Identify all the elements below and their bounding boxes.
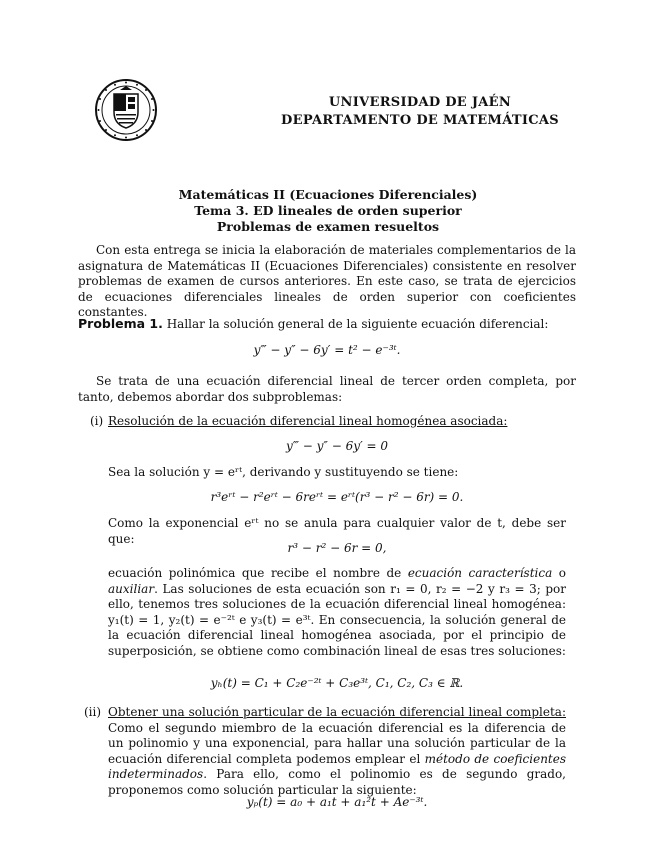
analysis-paragraph: Se trata de una ecuación diferencial lineal de tercer orden completa, por tanto, debemos abordar dos subproblemas: [78,374,576,404]
part-ii-label: (ii) [84,705,102,719]
university-seal-icon [94,78,158,142]
problem-label: Problema 1. [78,316,163,331]
characteristic-equation: r³ − r² − 6r = 0, [287,541,387,555]
part-i-text-3 [108,566,566,659]
text3-c: . Las soluciones de esta ecuación son r₁ = 0, r₂ = −2 y r₃ = 3; por ello, tenemos tres soluciones de la ecuación diferencial lineal homogénea: y₁(t) = 1, y₂(t) = e⁻²ᵗ e y₃(t) = e³ᵗ. En consecuencia, la solución general de la ecuación diferencial lineal homogénea asociada, por el principio de superposición, se obtiene como combinación lineal de esas tres soluciones: [108,581,566,658]
auxiliary-term: auxiliar [108,581,155,596]
university-name: UNIVERSIDAD DE JAÉN [328,95,512,110]
method-term: método de coeficientes indeterminados [108,751,566,781]
problem-text: Hallar la solución general de la siguiente ecuación diferencial: [166,317,549,331]
problem-equation: y‴ − y″ − 6y′ = t² − e⁻³ᵗ. [253,343,401,357]
part-ii-heading-text: Obtener una solución particular de la ecuación diferencial lineal completa: [108,705,566,719]
part-ii-text-a: Como el segundo miembro de la ecuación diferencial es la diferencia de un polinomio y una exponencial, para hallar una solución particular de la ecuación diferencial completa podemos emplear el [108,720,566,766]
part-i-text-2: Como la exponencial eʳᵗ no se anula para cualquier valor de t, debe ser que: [108,516,566,546]
part-i-label: (i) [90,414,104,428]
particular-solution-equation: yₚ(t) = a₀ + a₁t + a₁²t + Ae⁻³ᵗ. [246,795,428,809]
department-name: DEPARTAMENTO DE MATEMÁTICAS [281,113,559,128]
part-i-heading-text: Resolución de la ecuación diferencial lineal homogénea asociada: [108,414,508,428]
text3-b: o [552,566,567,580]
course-title: Matemáticas II (Ecuaciones Diferenciales) [178,187,478,202]
characteristic-term: ecuación característica [407,566,553,580]
part-ii-text-b: . Para ello, como el polinomio es de segundo grado, proponemos como solución particular la siguiente: [108,767,566,797]
part-ii-text [108,705,566,798]
homogeneous-equation: y‴ − y″ − 6y′ = 0 [285,439,389,453]
intro-paragraph: Con esta entrega se inicia la elaboración de materiales complementarios de la asignatura de Matemáticas II (Ecuaciones Diferenciales) consistente en resolver problemas de examen de cursos anteriores. En este caso, se trata de ejercicios de ecuaciones diferenciales lineales de orden superior con coeficientes constantes. [78,243,576,319]
substitution-equation: r³eʳᵗ − r²eʳᵗ − 6reʳᵗ = eʳᵗ(r³ − r² − 6r) = 0. [210,490,464,504]
document-subtitle: Problemas de examen resueltos [216,219,440,234]
general-solution-equation: yₕ(t) = C₁ + C₂e⁻²ᵗ + C₃e³ᵗ, C₁, C₂, C₃ ∈ ℝ. [210,676,464,690]
text3-a: ecuación polinómica que recibe el nombre de [108,566,408,580]
part-i-text-1: Sea la solución y = eʳᵗ, derivando y sustituyendo se tiene: [108,465,459,479]
topic-title: Tema 3. ED lineales de orden superior [194,203,462,218]
part-i-heading [108,414,566,430]
problem-statement [78,316,576,333]
